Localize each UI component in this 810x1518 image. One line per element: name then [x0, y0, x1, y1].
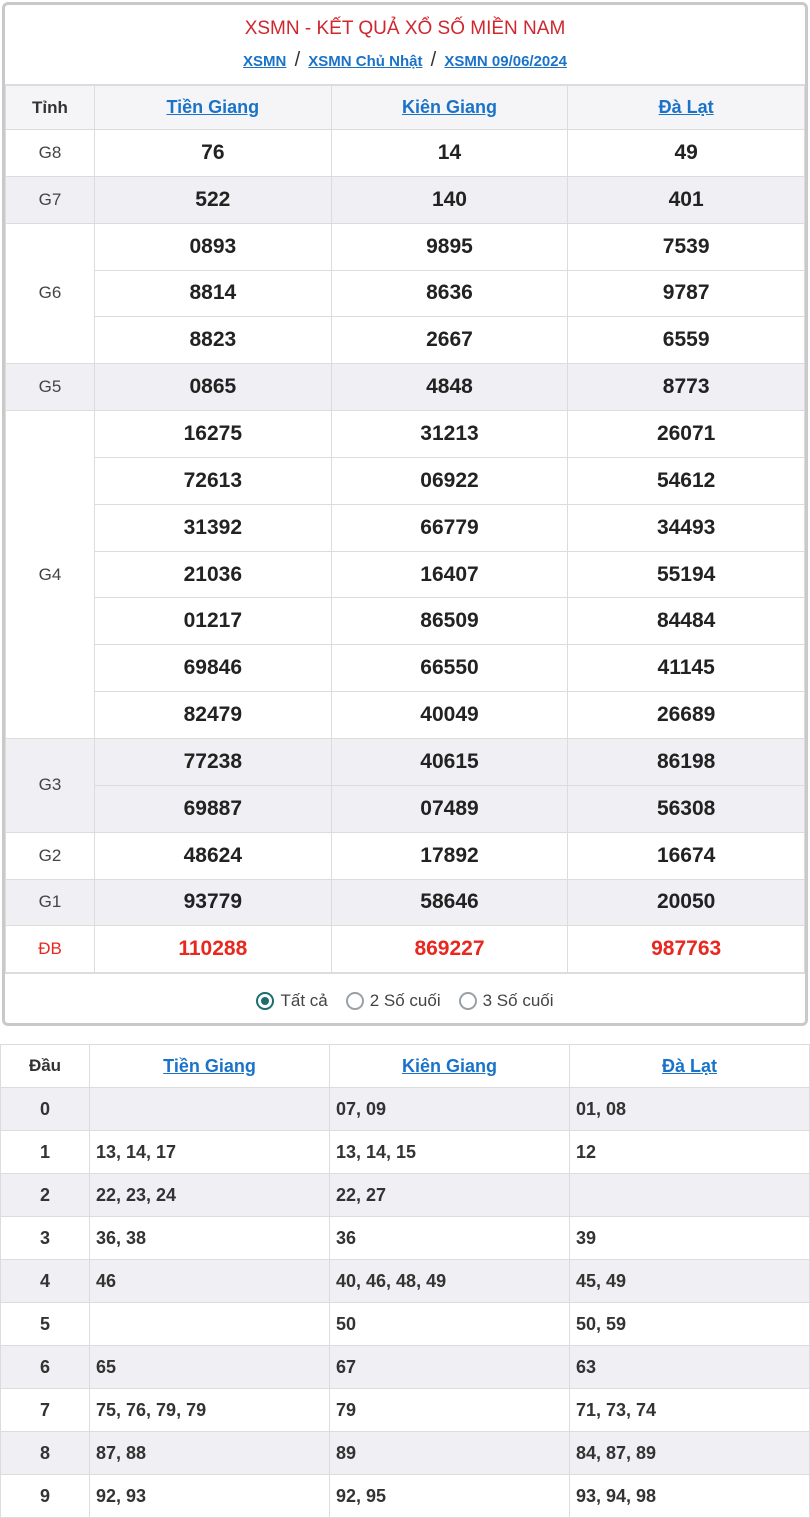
- prize-row: [6, 785, 805, 832]
- prize-number: 93779: [95, 879, 332, 926]
- prize-number: 26071: [568, 411, 805, 458]
- dau-values: 36: [330, 1217, 570, 1260]
- dau-values: 92, 95: [330, 1475, 570, 1518]
- dau-values: 45, 49: [570, 1260, 810, 1303]
- prize-number: 66779: [331, 504, 568, 551]
- province-header: [570, 1045, 810, 1088]
- prize-row: [6, 926, 805, 973]
- dau-digit: 0: [1, 1088, 90, 1131]
- province-header: [330, 1045, 570, 1088]
- filter-option-last-2[interactable]: [346, 991, 441, 1011]
- dau-values: 92, 93: [90, 1475, 330, 1518]
- dau-values: 65: [90, 1346, 330, 1389]
- province-header: [95, 86, 332, 130]
- prize-number: 06922: [331, 457, 568, 504]
- prize-number: 140: [331, 176, 568, 223]
- prize-row: [6, 504, 805, 551]
- prize-number: 40049: [331, 692, 568, 739]
- dau-row: [1, 1131, 810, 1174]
- prize-number: 9895: [331, 223, 568, 270]
- dau-table: [0, 1044, 810, 1518]
- radio-selected-icon[interactable]: [256, 992, 274, 1010]
- dau-values: 87, 88: [90, 1432, 330, 1475]
- prize-number: 07489: [331, 785, 568, 832]
- dau-label-header: Đầu: [1, 1045, 90, 1088]
- prize-label: G7: [6, 176, 95, 223]
- prize-number: 34493: [568, 504, 805, 551]
- radio-icon[interactable]: [459, 992, 477, 1010]
- dau-row: [1, 1303, 810, 1346]
- prize-number: 58646: [331, 879, 568, 926]
- dau-digit: 8: [1, 1432, 90, 1475]
- prize-label: G3: [6, 738, 95, 832]
- dau-values: 39: [570, 1217, 810, 1260]
- prize-number: 21036: [95, 551, 332, 598]
- prize-number: 8814: [95, 270, 332, 317]
- dau-values: [90, 1088, 330, 1131]
- prize-number: 31213: [331, 411, 568, 458]
- dau-values: 22, 27: [330, 1174, 570, 1217]
- province-header: [568, 86, 805, 130]
- prize-row: [6, 457, 805, 504]
- dau-digit: 4: [1, 1260, 90, 1303]
- prize-number: 31392: [95, 504, 332, 551]
- prize-row: [6, 692, 805, 739]
- results-body: [6, 130, 805, 973]
- prize-number: 86509: [331, 598, 568, 645]
- prize-label: G6: [6, 223, 95, 364]
- prize-number: 16407: [331, 551, 568, 598]
- prize-number: 869227: [331, 926, 568, 973]
- breadcrumb-separator: /: [430, 49, 437, 71]
- dau-values: 63: [570, 1346, 810, 1389]
- prize-number: 0865: [95, 364, 332, 411]
- dau-digit: 1: [1, 1131, 90, 1174]
- dau-values: 13, 14, 15: [330, 1131, 570, 1174]
- prize-row: [6, 176, 805, 223]
- prize-row: [6, 223, 805, 270]
- prize-label: ĐB: [6, 926, 95, 973]
- prize-row: [6, 551, 805, 598]
- dau-values: 12: [570, 1131, 810, 1174]
- dau-row: [1, 1432, 810, 1475]
- province-label-header: Tỉnh: [6, 86, 95, 130]
- dau-digit: 9: [1, 1475, 90, 1518]
- province-link-da-lat[interactable]: Đà Lạt: [658, 97, 714, 117]
- dau-digit: 6: [1, 1346, 90, 1389]
- dau-province-link-kien-giang[interactable]: Kiên Giang: [401, 1055, 497, 1076]
- prize-number: 522: [95, 176, 332, 223]
- dau-values: 13, 14, 17: [90, 1131, 330, 1174]
- prize-row: [6, 598, 805, 645]
- dau-values: 07, 09: [330, 1088, 570, 1131]
- breadcrumb-separator: /: [294, 49, 301, 71]
- dau-digit: 7: [1, 1389, 90, 1432]
- prize-number: 987763: [568, 926, 805, 973]
- prize-number: 16275: [95, 411, 332, 458]
- province-header: [331, 86, 568, 130]
- prize-number: 69846: [95, 645, 332, 692]
- province-link-kien-giang[interactable]: Kiên Giang: [401, 97, 497, 117]
- dau-values: 36, 38: [90, 1217, 330, 1260]
- results-card: [2, 2, 808, 1026]
- filter-option-label: Tất cả: [280, 990, 328, 1010]
- dau-row: [1, 1174, 810, 1217]
- page-title: XSMN - KẾT QUẢ XỔ SỐ MIỀN NAM: [244, 18, 566, 39]
- prize-number: 2667: [331, 317, 568, 364]
- prize-number: 41145: [568, 645, 805, 692]
- dau-values: 50: [330, 1303, 570, 1346]
- prize-number: 26689: [568, 692, 805, 739]
- card-header: [5, 5, 805, 85]
- dau-values: 50, 59: [570, 1303, 810, 1346]
- prize-number: 20050: [568, 879, 805, 926]
- breadcrumb-weekday-link[interactable]: XSMN Chủ Nhật: [308, 53, 423, 70]
- prize-number: 7539: [568, 223, 805, 270]
- prize-number: 56308: [568, 785, 805, 832]
- prize-row: [6, 130, 805, 177]
- dau-values: [90, 1303, 330, 1346]
- prize-label: G4: [6, 411, 95, 739]
- prize-number: 54612: [568, 457, 805, 504]
- prize-label: G5: [6, 364, 95, 411]
- radio-icon[interactable]: [346, 992, 364, 1010]
- prize-row: [6, 645, 805, 692]
- filter-option-label: 3 Số cuối: [482, 990, 554, 1010]
- dau-digit: 5: [1, 1303, 90, 1346]
- prize-label: G1: [6, 879, 95, 926]
- prize-number: 82479: [95, 692, 332, 739]
- prize-row: [6, 270, 805, 317]
- filter-option-label: 2 Số cuối: [369, 990, 441, 1010]
- dau-province-link-tien-giang[interactable]: Tiền Giang: [163, 1055, 256, 1076]
- dau-values: 40, 46, 48, 49: [330, 1260, 570, 1303]
- prize-number: 72613: [95, 457, 332, 504]
- dau-header-row: [1, 1045, 810, 1088]
- prize-number: 48624: [95, 832, 332, 879]
- prize-number: 66550: [331, 645, 568, 692]
- dau-values: 71, 73, 74: [570, 1389, 810, 1432]
- prize-number: 401: [568, 176, 805, 223]
- dau-values: 01, 08: [570, 1088, 810, 1131]
- prize-label: G8: [6, 130, 95, 177]
- prize-number: 8823: [95, 317, 332, 364]
- prize-number: 14: [331, 130, 568, 177]
- prize-number: 110288: [95, 926, 332, 973]
- prize-number: 40615: [331, 738, 568, 785]
- filter-option-all[interactable]: [256, 991, 327, 1011]
- dau-values: 79: [330, 1389, 570, 1432]
- prize-number: 17892: [331, 832, 568, 879]
- prize-number: 49: [568, 130, 805, 177]
- dau-values: 22, 23, 24: [90, 1174, 330, 1217]
- prize-number: 8636: [331, 270, 568, 317]
- prize-number: 69887: [95, 785, 332, 832]
- prize-number: 76: [95, 130, 332, 177]
- dau-digit: 3: [1, 1217, 90, 1260]
- prize-number: 8773: [568, 364, 805, 411]
- prize-row: [6, 879, 805, 926]
- dau-province-link-da-lat[interactable]: Đà Lạt: [661, 1055, 717, 1076]
- results-table: [5, 85, 805, 973]
- breadcrumb-date-link[interactable]: XSMN 09/06/2024: [444, 53, 567, 70]
- prize-number: 86198: [568, 738, 805, 785]
- prize-row: [6, 832, 805, 879]
- dau-row: [1, 1260, 810, 1303]
- prize-number: 84484: [568, 598, 805, 645]
- dau-values: 93, 94, 98: [570, 1475, 810, 1518]
- prize-number: 77238: [95, 738, 332, 785]
- province-link-tien-giang[interactable]: Tiền Giang: [166, 97, 260, 117]
- prize-number: 6559: [568, 317, 805, 364]
- dau-row: [1, 1389, 810, 1432]
- dau-body: [1, 1088, 810, 1518]
- province-header: [90, 1045, 330, 1088]
- prize-row: [6, 411, 805, 458]
- dau-values: 89: [330, 1432, 570, 1475]
- dau-values: 84, 87, 89: [570, 1432, 810, 1475]
- breadcrumb-xsmn-link[interactable]: XSMN: [243, 53, 287, 70]
- prize-number: 9787: [568, 270, 805, 317]
- digit-filter: [5, 973, 805, 1026]
- results-header-row: [6, 86, 805, 130]
- breadcrumb: [5, 49, 805, 72]
- prize-number: 4848: [331, 364, 568, 411]
- prize-row: [6, 317, 805, 364]
- dau-row: [1, 1217, 810, 1260]
- prize-number: 0893: [95, 223, 332, 270]
- prize-number: 55194: [568, 551, 805, 598]
- dau-values: 75, 76, 79, 79: [90, 1389, 330, 1432]
- dau-row: [1, 1475, 810, 1518]
- prize-row: [6, 364, 805, 411]
- prize-row: [6, 738, 805, 785]
- dau-values: 46: [90, 1260, 330, 1303]
- prize-number: 01217: [95, 598, 332, 645]
- dau-row: [1, 1346, 810, 1389]
- dau-row: [1, 1088, 810, 1131]
- dau-digit: 2: [1, 1174, 90, 1217]
- filter-option-last-3[interactable]: [459, 991, 554, 1011]
- dau-values: 67: [330, 1346, 570, 1389]
- prize-number: 16674: [568, 832, 805, 879]
- prize-label: G2: [6, 832, 95, 879]
- dau-values: [570, 1174, 810, 1217]
